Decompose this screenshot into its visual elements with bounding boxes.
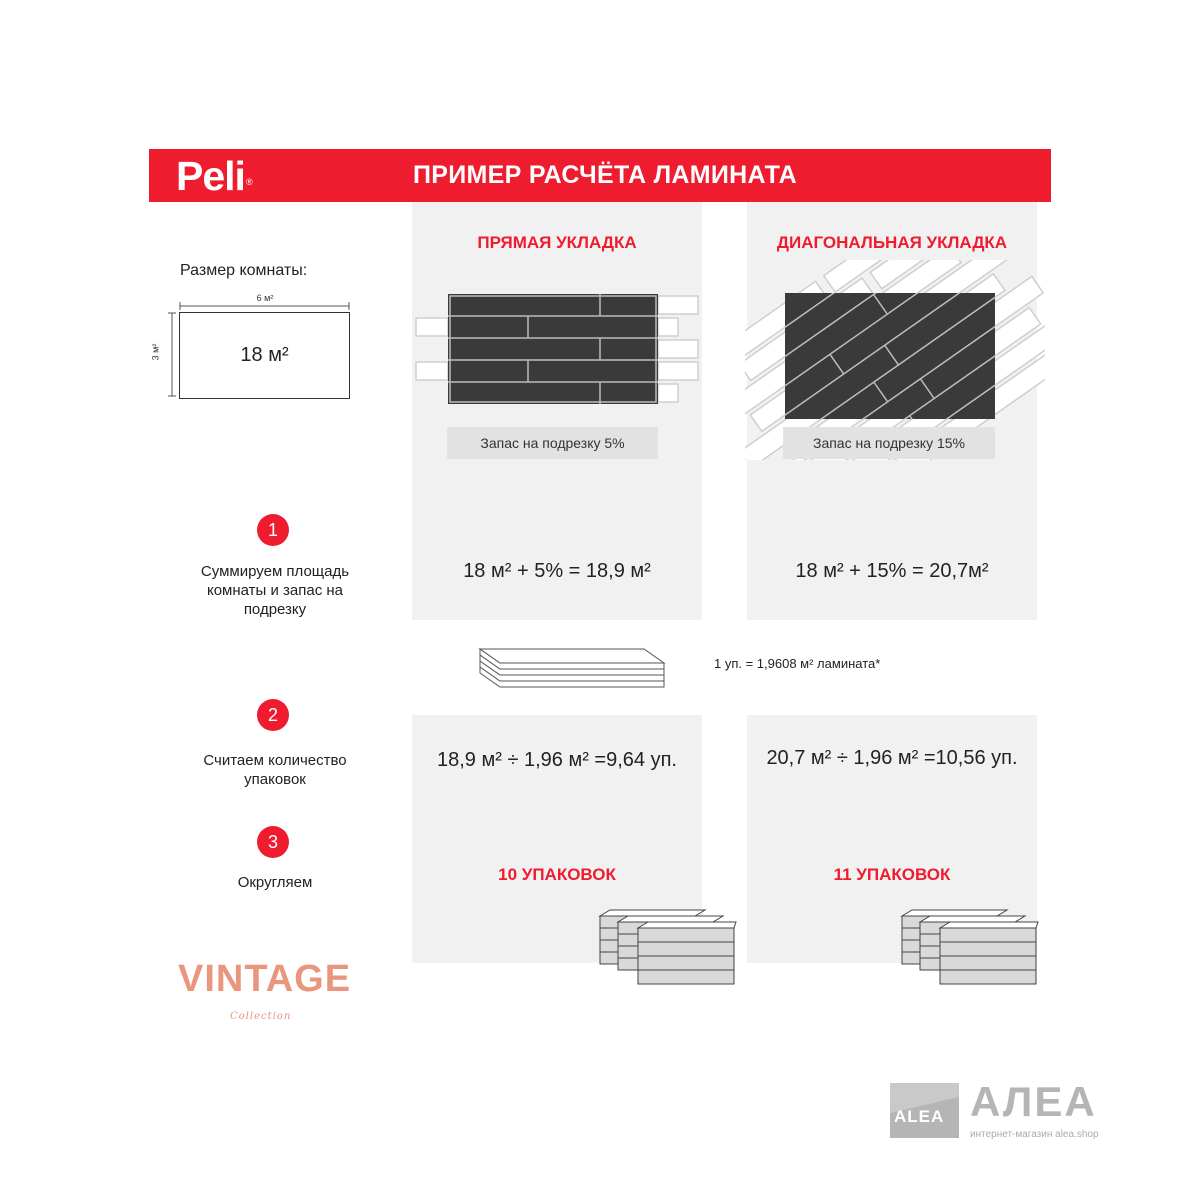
diagonal-pack-stack-icon <box>900 908 1040 988</box>
diagonal-pack-formula: 20,7 м² ÷ 1,96 м² =10,56 уп. <box>766 747 1018 769</box>
straight-laying-diagram <box>410 288 710 418</box>
diagonal-result: 11 УПАКОВОК <box>833 865 951 884</box>
straight-heading: ПРЯМАЯ УКЛАДКА <box>477 233 637 252</box>
diagonal-sum-formula: 18 м² + 15% = 20,7м² <box>795 560 989 582</box>
collection-subtitle: Collection <box>230 1011 292 1022</box>
alea-logo-text: ALEA <box>894 1107 945 1126</box>
room-area: 18 м² <box>240 344 289 366</box>
laminate-pack-icon <box>476 643 676 693</box>
room-height-label: 3 м² <box>150 343 161 361</box>
room-height-dimension <box>166 310 180 400</box>
step-1-text: Суммируем площадь комнаты и запас на подрезку <box>200 563 350 618</box>
vintage-collection-logo: VINTAGE <box>178 958 352 1000</box>
pack-size-note: 1 уп. = 1,9608 м² ламината* <box>714 656 881 671</box>
straight-pack-stack-icon <box>598 908 738 988</box>
page-title: ПРИМЕР РАСЧЁТА ЛАМИНАТА <box>413 161 797 189</box>
straight-pack-formula: 18,9 м² ÷ 1,96 м² =9,64 уп. <box>437 749 677 771</box>
diagonal-waste-note: Запас на подрезку 15% <box>783 427 995 459</box>
store-tagline: интернет-магазин alea.shop <box>970 1129 1099 1140</box>
room-width-label: 6 м² <box>256 293 274 303</box>
step-1-badge: 1 <box>257 514 289 546</box>
room-diagram <box>179 312 350 399</box>
store-name: АЛЕА <box>970 1078 1097 1125</box>
step-3-badge: 3 <box>257 826 289 858</box>
step-2-badge: 2 <box>257 699 289 731</box>
straight-waste-note: Запас на подрезку 5% <box>447 427 658 459</box>
straight-sum-formula: 18 м² + 5% = 18,9 м² <box>463 560 651 582</box>
straight-result: 10 УПАКОВОК <box>498 865 616 884</box>
diagonal-heading: ДИАГОНАЛЬНАЯ УКЛАДКА <box>776 233 1008 252</box>
peli-logo: Peli® <box>176 153 252 199</box>
room-size-label: Размер комнаты: <box>180 262 308 279</box>
step-3-text: Округляем <box>237 874 313 891</box>
step-2-text: Считаем количество упаковок <box>203 752 347 788</box>
alea-logo-mark <box>890 1083 959 1138</box>
